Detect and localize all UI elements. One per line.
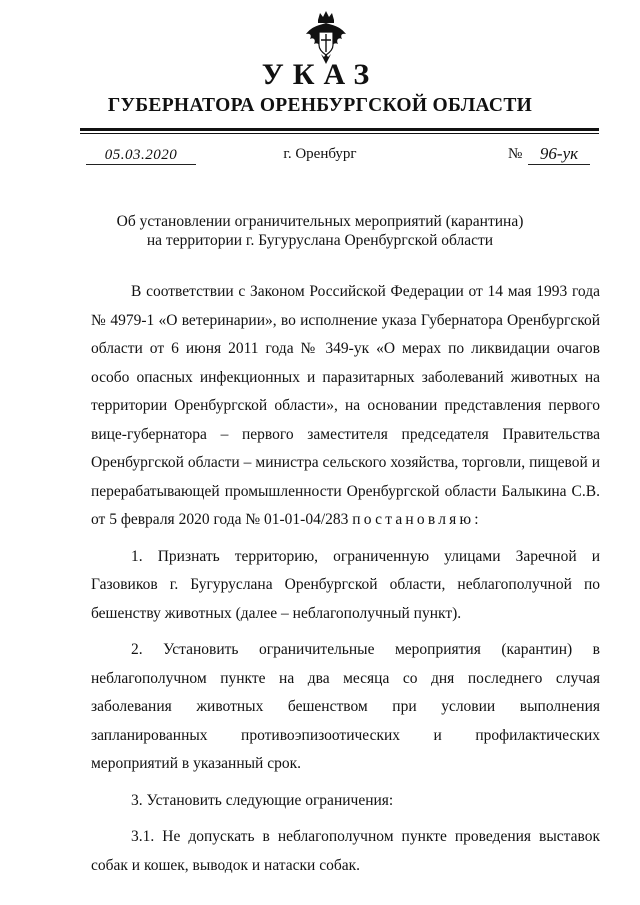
document-date: 05.03.2020 [86, 147, 196, 165]
document-subject [0, 212, 640, 250]
item-2: 2. Установить ограничительные мероприятия (карантин) в неблагополучном пункте на два месяца со дня последнего случая заболевания животных бешенством при условии выполнения запланированных противоэпизоотических и профилактических мероприятий в указанный срок. [91, 641, 600, 772]
item-1: 1. Признать территорию, ограниченную улицами Заречной и Газовиков г. Бугуруслана Оренбургской области, неблагополучной по бешенству животных (далее – неблагополучный пункт). [91, 547, 600, 622]
subject-line-1: Об установлении ограничительных мероприятий (карантина) [116, 213, 524, 230]
subject-line-2: на территории г. Бугуруслана Оренбургской области [146, 232, 494, 249]
document-number: 96-ук [528, 144, 590, 165]
document-city: г. Оренбург [283, 146, 357, 162]
preamble-paragraph [91, 278, 600, 535]
document-title: УКАЗ [261, 58, 379, 91]
item-3-1: 3.1. Не допускать в неблагополучном пункте проведения выставок собак и кошек, выводок и натаски собак. [91, 828, 600, 874]
document-body [91, 278, 600, 880]
decree-word: постановляю: [352, 511, 482, 528]
item-3: 3. Установить следующие ограничения: [131, 791, 394, 809]
header-divider-thick [80, 128, 599, 131]
document-number-label: № [508, 146, 523, 162]
header-divider-thin [80, 133, 599, 134]
document-issuer: ГУБЕРНАТОРА ОРЕНБУРГСКОЙ ОБЛАСТИ [107, 95, 533, 116]
preamble-text: В соответствии с Законом Российской Федерации от 14 мая 1993 года № 4979-1 «О ветеринарии», во исполнение указа Губернатора Оренбургской области от 6 июня 2011 года № 349-ук «О мерах по ликвидации очагов особо опасных инфекционных и паразитарных заболеваний животных на территории Оренбургской области», на основании представления первого вице-губернатора – первого заместителя председателя Правительства Оренбургской области – министра сельского хозяйства, торговли, пищевой и перерабатывающей промышленности Оренбургской области Балыкина С.В. от 5 февраля 2020 года № 01-01-04/283 [91, 283, 600, 528]
